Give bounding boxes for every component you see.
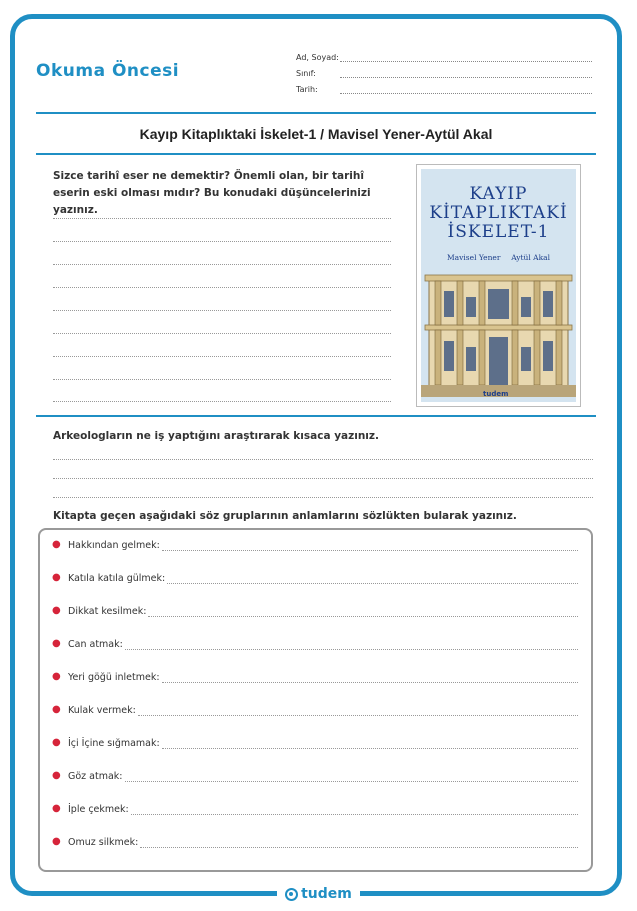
bullet-icon: ● xyxy=(52,770,61,781)
answer-line[interactable] xyxy=(53,287,391,288)
answer-line[interactable] xyxy=(162,740,578,749)
list-item[interactable]: ● Göz atmak: xyxy=(52,768,578,782)
cover-publisher-logo: tudem xyxy=(483,390,509,398)
list-item[interactable]: ● Kulak vermek: xyxy=(52,702,578,716)
date-label: Tarih: xyxy=(296,85,318,94)
answer-line[interactable] xyxy=(53,459,593,460)
book-cover-image: KAYIP KİTAPLIKTAKİ İSKELET-1 Mavisel Yener Aytül Akal tudem xyxy=(416,164,581,407)
list-item[interactable]: ● İple çekmek: xyxy=(52,801,578,815)
list-item[interactable]: ● Katıla katıla gülmek: xyxy=(52,570,578,584)
answer-line[interactable] xyxy=(53,401,391,402)
tudem-logo-icon xyxy=(285,888,298,901)
bullet-icon: ● xyxy=(52,836,61,847)
section-title: Okuma Öncesi xyxy=(36,61,180,81)
cover-title: KAYIP KİTAPLIKTAKİ İSKELET-1 xyxy=(429,184,568,242)
answer-line[interactable] xyxy=(53,218,391,219)
answer-line[interactable] xyxy=(131,806,578,815)
date-line[interactable] xyxy=(340,84,592,94)
answer-line[interactable] xyxy=(53,310,391,311)
footer xyxy=(0,884,637,904)
list-item[interactable]: ● Omuz silkmek: xyxy=(52,834,578,848)
divider xyxy=(36,112,596,114)
answer-line[interactable] xyxy=(162,674,578,683)
footer-bar-left xyxy=(39,892,277,896)
question-3: Kitapta geçen aşağıdaki söz gruplarının anlamlarını sözlükten bularak yazınız. xyxy=(53,510,517,522)
student-info xyxy=(296,46,592,94)
answer-line[interactable] xyxy=(140,839,578,848)
list-item[interactable]: ● Dikkat kesilmek: xyxy=(52,603,578,617)
class-line[interactable] xyxy=(340,68,592,78)
bullet-icon: ● xyxy=(52,572,61,583)
bullet-icon: ● xyxy=(52,803,61,814)
question-1: Sizce tarihî eser ne demektir? Önemli olan, bir tarihî eserin eski olması mıdır? Bu konudaki düşüncelerinizi yazınız. xyxy=(53,170,371,216)
answer-line[interactable] xyxy=(125,641,578,650)
bullet-icon: ● xyxy=(52,539,61,550)
tudem-logo: tudem xyxy=(277,886,360,902)
answer-line[interactable] xyxy=(53,497,593,498)
answer-line[interactable] xyxy=(53,241,391,242)
list-item[interactable]: ● Yeri göğü inletmek: xyxy=(52,669,578,683)
document-title: Kayıp Kitaplıktaki İskelet-1 / Mavisel Yener-Aytül Akal xyxy=(139,126,493,142)
answer-line[interactable] xyxy=(148,608,578,617)
name-field[interactable] xyxy=(296,46,592,62)
bullet-icon: ● xyxy=(52,638,61,649)
name-label: Ad, Soyad: xyxy=(296,53,339,62)
name-line[interactable] xyxy=(340,52,592,62)
answer-line[interactable] xyxy=(53,478,593,479)
bullet-icon: ● xyxy=(52,605,61,616)
divider xyxy=(36,415,596,417)
divider xyxy=(36,153,596,155)
answer-line[interactable] xyxy=(53,356,391,357)
date-field[interactable] xyxy=(296,78,592,94)
answer-line[interactable] xyxy=(138,707,578,716)
library-facade-illustration xyxy=(421,267,576,397)
answer-line[interactable] xyxy=(167,575,578,584)
answer-line[interactable] xyxy=(125,773,578,782)
answer-line[interactable] xyxy=(53,333,391,334)
answer-line[interactable] xyxy=(162,542,578,551)
footer-bar-right xyxy=(360,892,598,896)
bullet-icon: ● xyxy=(52,737,61,748)
question-2: Arkeologların ne iş yaptığını araştırarak kısaca yazınız. xyxy=(53,430,380,442)
list-item[interactable]: ● Can atmak: xyxy=(52,636,578,650)
list-item[interactable]: ● İçi İçine sığmamak: xyxy=(52,735,578,749)
answer-line[interactable] xyxy=(53,264,391,265)
class-field[interactable] xyxy=(296,62,592,78)
bullet-icon: ● xyxy=(52,671,61,682)
list-item[interactable]: ● Hakkından gelmek: xyxy=(52,537,578,551)
answer-line[interactable] xyxy=(53,379,391,380)
class-label: Sınıf: xyxy=(296,69,316,78)
bullet-icon: ● xyxy=(52,704,61,715)
